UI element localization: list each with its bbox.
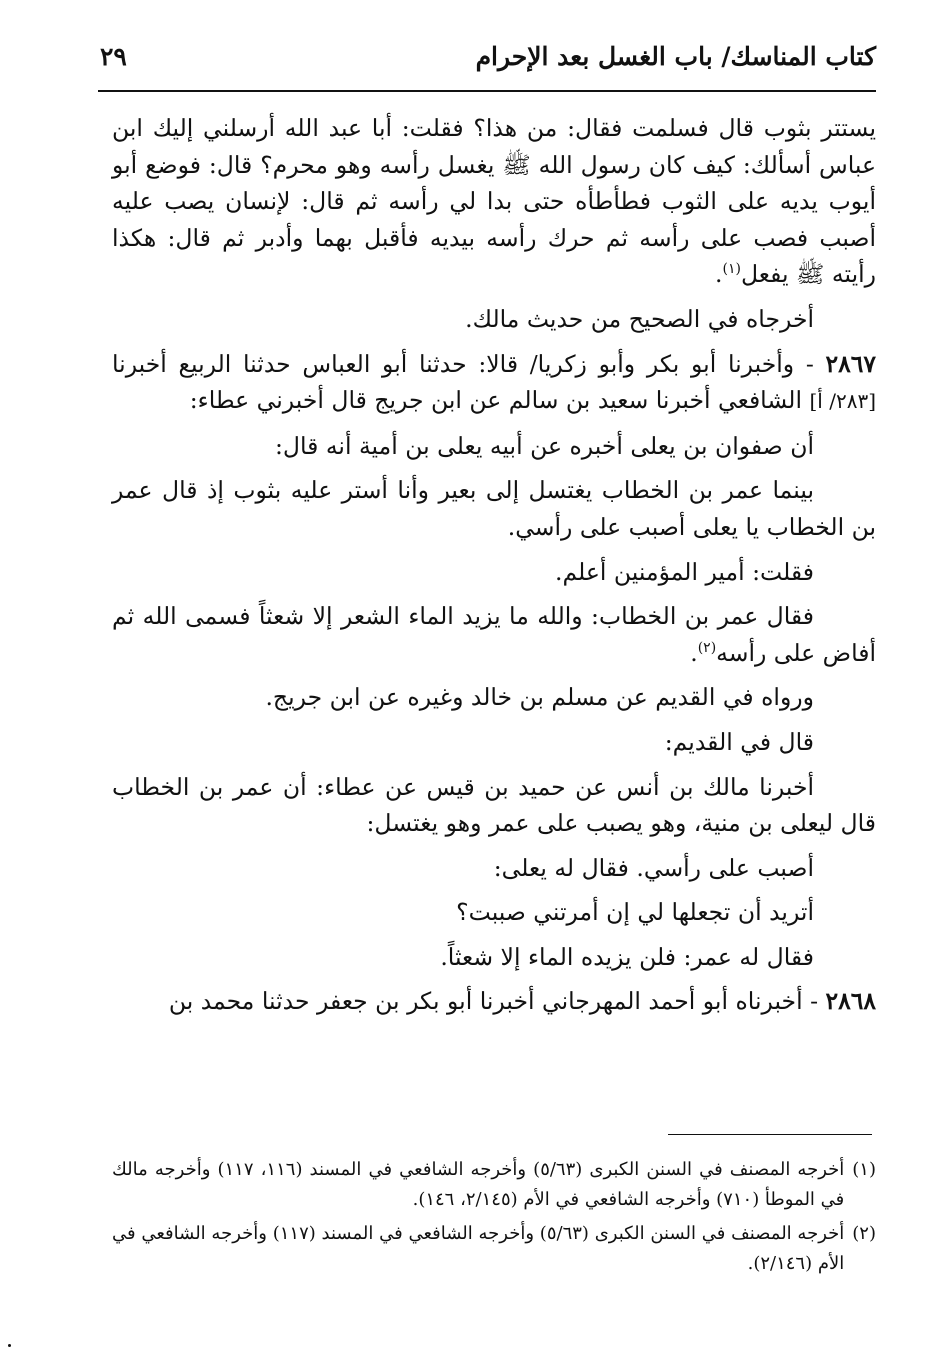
manuscript-reference: [٢٨٣/ أ] (809, 389, 876, 414)
footnote-text: أخرجه المصنف في السنن الكبرى (٥/٦٣) وأخرجه الشافعي في المسند (١١٦، ١١٧) وأخرجه مالك في الموطأ (٧١٠) وأخرجه الشافعي في الأم (٢/١٤٥، ١٤٦). (112, 1159, 845, 1210)
hadith-2867: ٢٨٦٧ - وأخبرنا أبو بكر وأبو زكريا/ قالا: حدثنا أبو العباس حدثنا الربيع أخبرنا [٢٨٣/ أ] الشافعي أخبرنا سعيد بن سالم عن ابن جريج قال أخبرني عطاء: (112, 349, 876, 415)
paragraph-11: أصبب على رأسي. فقال له يعلى: (493, 853, 814, 882)
footnote-marker-2: (٢) (697, 639, 717, 656)
hadith-2868: ٢٨٦٨ - أخبرناه أبو أحمد المهرجاني أخبرنا أبو بكر بن جعفر حدثنا محمد بن (168, 987, 876, 1016)
chapter-title: كتاب المناسك/ باب الغسل بعد الإحرام (475, 42, 876, 71)
footnotes (112, 1155, 876, 1283)
paragraph-12: أتريد أن تجعلها لي إن أمرتني صببت؟ (456, 898, 814, 927)
paragraph-4: أن صفوان بن يعلى أخبره عن أبيه يعلى بن أمية أنه قال: (274, 431, 814, 460)
paragraph-1: يستتر بثوب قال فسلمت فقال: من هذا؟ فقلت: أبا عبد الله أرسلني إليك ابن عباس أسألك: كيف كان رسول الله ﷺ يغسل رأسه وهو محرم؟ قال: فوضع أبو أيوب يديه على الثوب فطأطأه حتى بدا لي رأسه ثم قال: لإنسان يصب عليه أصبب فصب على رأسه ثم حرك رأسه بيديه فأقبل بهما وأدبر ثم قال: هكذا رأيته ﷺ يفعل$^{(١)}$. (112, 114, 876, 289)
footnote-number: (٢) (852, 1223, 876, 1244)
paragraph-8: ورواه في القديم عن مسلم بن خالد وغيره عن ابن جريج. (265, 683, 814, 712)
footnote-divider (668, 1134, 872, 1135)
footnote-1 (112, 1155, 876, 1215)
scan-speck (8, 1344, 11, 1347)
page-number: ٢٩ (100, 42, 127, 71)
paragraph-10: أخبرنا مالك بن أنس عن حميد بن قيس عن عطاء: أن عمر بن الخطاب قال ليعلى بن منية، وهو يصبب على عمر وهو يغتسل: (112, 772, 876, 838)
paragraph-5: بينما عمر بن الخطاب يغتسل إلى بعير وأنا أستر عليه بثوب إذ قال عمر بن الخطاب يا يعلى أصبب على رأسي. (112, 476, 876, 541)
paragraph-7: فقال عمر بن الخطاب: والله ما يزيد الماء الشعر إلا شعثاً فسمى الله ثم أفاض على رأسه$^{(٢)}$. (112, 602, 876, 667)
footnote-marker-1: (١) (722, 261, 741, 278)
paragraph-2: أخرجاه في الصحيح من حديث مالك. (465, 304, 814, 333)
running-header (98, 38, 876, 92)
paragraph-13: فقال له عمر: فلن يزيده الماء إلا شعثاً. (440, 942, 814, 971)
hadith-number: ٢٨٦٨ (825, 987, 876, 1016)
paragraph-9: قال في القديم: (664, 727, 814, 756)
footnote-number: (١) (852, 1159, 876, 1180)
footnote-2 (112, 1219, 876, 1279)
main-text (112, 110, 876, 1028)
paragraph-6: فقلت: أمير المؤمنين أعلم. (555, 557, 814, 586)
header-divider (98, 90, 876, 92)
hadith-number: ٢٨٦٧ (825, 349, 876, 378)
footnote-text: أخرجه المصنف في السنن الكبرى (٥/٦٣) وأخرجه الشافعي في المسند (١١٧) وأخرجه الشافعي في الأم (٢/١٤٦). (112, 1223, 845, 1274)
